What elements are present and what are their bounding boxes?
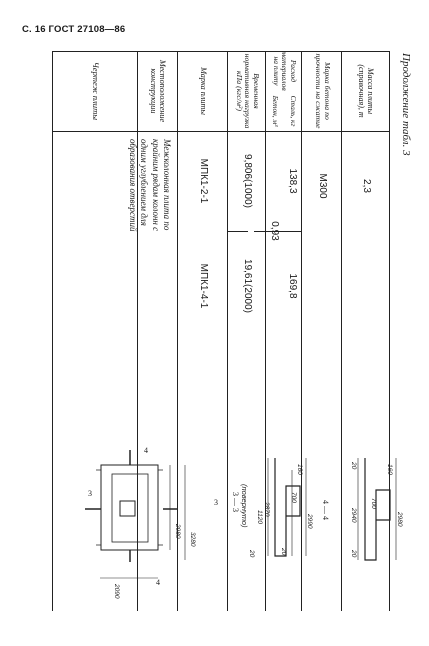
hdr-load: Временная нормативная нагрузка кПа (кгс/м²) [234,53,262,129]
dim-2870-33: 2870 [263,502,270,517]
dim-2980-44: 2980 [396,512,403,527]
hdr-materials: Расход материалов на плиту [271,51,299,91]
grade-value: М300 [316,173,328,199]
location-text: Межколонная плита по крайним рядам колонн с одним углублением для образования отверстий [128,139,172,232]
hdr-mass: Масса плиты (справочная), т [357,64,376,118]
section-44-title: 4 — 4 [321,500,330,520]
section-33-subtitle: (повернуто) [240,484,249,528]
mass-value: 2,3 [360,179,372,193]
dim-160-44: 160 [386,464,393,475]
load-row2: 19,61(2000) [241,259,253,313]
dim-20b-33: 20 [280,548,287,556]
section-mark-4b: 4 [156,578,160,587]
section-33-title: 3 — 3 [231,492,240,512]
section-mark-3a: 3 [88,489,92,498]
plan-view [85,450,185,578]
concrete-value: 0,93 [268,221,280,241]
dim-2940-44: 2940 [350,508,357,523]
dim-160-33: 160 [296,464,303,475]
plate-inner [112,474,148,542]
dim-20-44: 20 [350,462,357,470]
dim-3280-plan: 3280 [189,532,196,547]
dim-2980-plan: 2980 [174,524,181,539]
dim-20-33: 20 [248,550,255,558]
plate-outline [101,465,158,550]
opening [120,501,135,516]
dim-700-33: 700 [290,492,297,503]
hdr-location: Местоположение конструкции [149,59,168,123]
dim-20b-44: 20 [350,550,357,558]
section-mark-3b: 3 [214,498,218,507]
steel-row2: 169,8 [286,273,298,299]
dim-2990-33: 2990 [306,514,313,529]
hdr-steel: Сталь, кг [289,95,299,127]
load-row1: 9,806(1000) [241,154,253,208]
mark-row1: МПК1-2-1 [197,158,209,204]
hdr-concrete: Бетон, м³ [271,95,281,127]
section-mark-4a: 4 [144,446,148,455]
dim-700-44: 700 [370,498,377,509]
mark-row2: МПК1-4-1 [197,263,209,309]
hdr-mark: Марка плиты [198,67,208,115]
hdr-grade: Марка бетона по прочности на сжатие [314,53,332,129]
steel-row1: 138,3 [286,168,298,194]
continuation-label: Продолжение табл. 3 [400,53,412,156]
dim-2090-plan: 2090 [113,584,120,599]
dim-1120-33: 1120 [256,510,263,524]
hdr-drawing: Чертеж плиты [90,61,101,121]
page-header: С. 16 ГОСТ 27108—86 [22,24,126,35]
